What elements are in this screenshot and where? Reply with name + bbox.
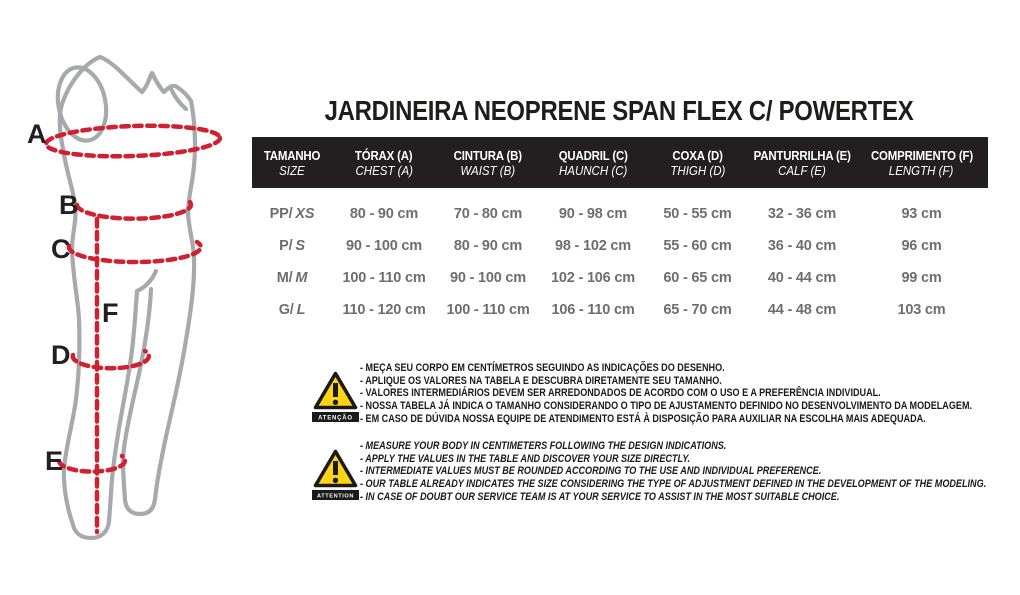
garment-measurement-diagram — [0, 0, 250, 580]
size-value-cell: 60 - 65 cm — [663, 270, 732, 286]
column-label-en: HAUNCH (C) — [558, 163, 628, 178]
size-value-cell: 100 - 110 cm — [446, 302, 530, 318]
column-label-pt: TÓRAX (A) — [355, 147, 413, 163]
page-title: JARDINEIRA NEOPRENE SPAN FLEX C/ POWERTEX — [324, 95, 914, 126]
column-label-en: THIGH (D) — [670, 163, 725, 178]
size-value-cell: 102 - 106 cm — [551, 270, 635, 286]
size-value-cell: 96 cm — [901, 238, 942, 254]
column-label-en: LENGTH (F) — [889, 163, 954, 178]
column-label-pt: QUADRIL (C) — [558, 147, 628, 163]
size-value-cell: 90 - 100 cm — [346, 238, 422, 254]
size-label — [252, 198, 332, 230]
size-label-pt: P/ — [279, 238, 293, 254]
note-line: - APLIQUE OS VALORES NA TABELA E DESCUBRA DIRETAMENTE SEU TAMANHO. — [360, 374, 722, 387]
size-value-cell: 100 - 110 cm — [342, 270, 426, 286]
note-line: - VALORES INTERMEDIÁRIOS DEVEM SER ARREDONDADOS DE ACORDO COM O USO E A PREFERÊNCIA INDIVIDUAL. — [360, 387, 881, 400]
measure-label-f: F — [102, 298, 119, 328]
size-value-cell: 70 - 80 cm — [453, 206, 523, 222]
column-label-pt: TAMANHO — [263, 147, 321, 163]
size-value-cell: 98 - 102 cm — [555, 238, 631, 254]
column-header-chest — [332, 137, 436, 188]
column-header-size — [252, 137, 332, 188]
column-header-calf — [749, 137, 855, 188]
size-value-cell: 32 - 36 cm — [767, 206, 837, 222]
size-label-en: M — [295, 270, 308, 286]
exclamation-dot-icon — [333, 400, 338, 405]
column-header-haunch — [540, 137, 646, 188]
size-label-en: XS — [295, 206, 315, 222]
notes-portuguese — [360, 362, 973, 426]
size-value-cell: 36 - 40 cm — [767, 238, 837, 254]
note-line: - MEASURE YOUR BODY IN CENTIMETERS FOLLOWING THE DESIGN INDICATIONS. — [360, 440, 727, 452]
size-value-cell: 93 cm — [901, 206, 942, 222]
note-line: - EM CASO DE DÚVIDA NOSSA EQUIPE DE ATENDIMENTO ESTÁ À DISPOSIÇÃO PARA AUXILIAR NA ESCOLHA MAIS ADEQUADA. — [360, 412, 926, 425]
column-label-pt: PANTURRILHA (E) — [753, 147, 851, 163]
size-table-body — [252, 198, 988, 326]
note-line: - OUR TABLE ALREADY INDICATES THE SIZE CONSIDERING THE TYPE OF ADJUSTMENT DEFINED IN THE DEVELOPMENT OF THE MODELING. — [360, 478, 987, 491]
size-value-cell: 90 - 98 cm — [558, 206, 628, 222]
exclamation-dot-icon — [333, 478, 338, 483]
size-table-header — [252, 137, 988, 188]
size-value-cell: 99 cm — [901, 270, 942, 286]
column-label-en: WAIST (B) — [460, 163, 516, 178]
column-header-length — [855, 137, 988, 188]
size-value-cell: 44 - 48 cm — [767, 302, 837, 318]
column-header-waist — [436, 137, 540, 188]
size-value-cell: 80 - 90 cm — [349, 206, 419, 222]
size-label-pt: M/ — [276, 270, 293, 286]
column-label-en: CALF (E) — [778, 163, 826, 178]
size-value-cell: 50 - 55 cm — [663, 206, 732, 222]
note-line: - IN CASE OF DOUBT OUR SERVICE TEAM IS AT YOUR SERVICE TO ASSIST IN THE MOST SUITABLE CHOICE. — [360, 490, 840, 503]
icon-label-text: ATENÇÃO — [318, 415, 353, 422]
size-value-cell: 90 - 100 cm — [450, 270, 526, 286]
size-value-cell: 106 - 110 cm — [551, 302, 635, 318]
note-line: - MEÇA SEU CORPO EM CENTÍMETROS SEGUINDO AS INDICAÇÕES DO DESENHO. — [360, 362, 725, 374]
column-label-en: CHEST (A) — [355, 163, 413, 178]
size-label-pt: G/ — [278, 302, 294, 318]
column-label-pt: COXA (D) — [672, 147, 723, 163]
size-label-en: L — [296, 302, 306, 318]
measure-label-c: C — [51, 234, 71, 264]
size-value-cell: 103 cm — [897, 302, 946, 318]
attention-warning-icon — [312, 371, 359, 424]
attention-warning-icon — [312, 449, 359, 502]
size-value-cell: 110 - 120 cm — [342, 302, 426, 318]
measure-label-e: E — [45, 446, 64, 476]
measure-label-a: A — [27, 119, 47, 149]
size-value-cell: 40 - 44 cm — [767, 270, 837, 286]
size-label-pt: PP/ — [269, 206, 293, 222]
column-header-thigh — [646, 137, 749, 188]
note-line: - APPLY THE VALUES IN THE TABLE AND DISCOVER YOUR SIZE DIRECTLY. — [360, 452, 691, 465]
measure-label-b: B — [59, 190, 79, 220]
size-value-cell: 55 - 60 cm — [663, 238, 732, 254]
notes-english — [360, 440, 987, 504]
column-label-en: SIZE — [279, 163, 305, 178]
note-line: - INTERMEDIATE VALUES MUST BE ROUNDED ACCORDING TO THE USE AND INDIVIDUAL PREFERENCE. — [360, 465, 822, 478]
measure-label-d: D — [51, 340, 71, 370]
size-label — [252, 262, 332, 294]
icon-label-text: ATTENTION — [317, 493, 354, 500]
size-label-en: S — [295, 238, 305, 254]
size-value-cell: 80 - 90 cm — [453, 238, 523, 254]
note-line: - NOSSA TABELA JÁ INDICA O TAMANHO CONSIDERANDO O TIPO DE AJUSTAMENTO DEFINIDO NO DESENVOLVIMENTO DA MODELAGEM. — [360, 400, 973, 413]
size-label — [252, 230, 332, 262]
column-label-pt: CINTURA (B) — [453, 147, 523, 163]
size-label — [252, 294, 332, 326]
size-value-cell: 65 - 70 cm — [663, 302, 732, 318]
column-label-pt: COMPRIMENTO (F) — [870, 147, 973, 163]
